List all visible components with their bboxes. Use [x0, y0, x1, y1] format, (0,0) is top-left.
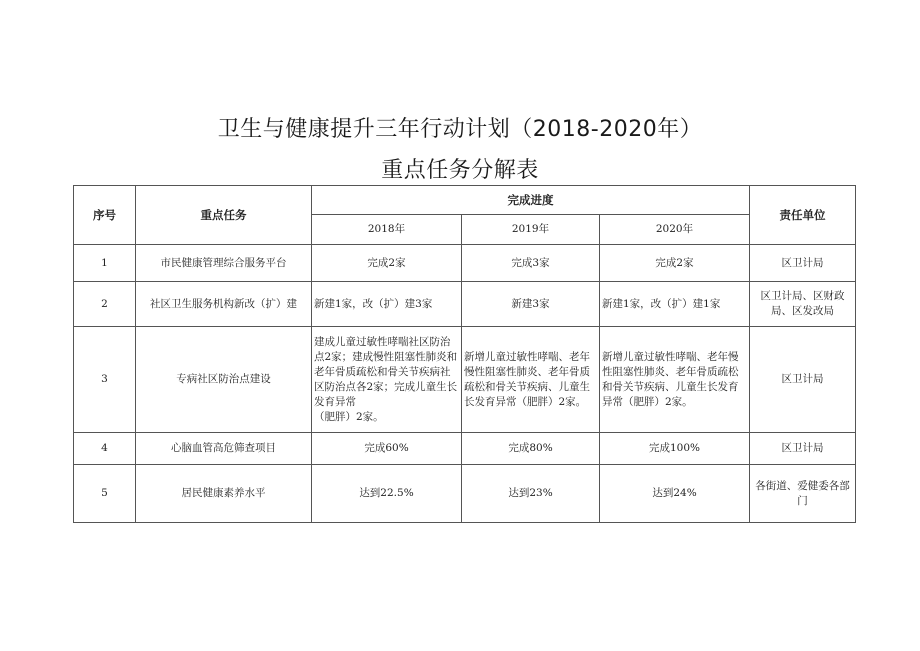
row-2018: 新建1家，改（扩）建3家 [312, 282, 462, 327]
table-row [74, 465, 856, 523]
row-unit: 区卫计局、区财政局、区发改局 [750, 282, 856, 327]
row-2019: 完成80% [462, 433, 600, 465]
row-2020: 完成2家 [600, 245, 750, 282]
header-unit: 责任单位 [750, 186, 856, 245]
header-progress: 完成进度 [312, 186, 750, 215]
row-2018: 完成60% [312, 433, 462, 465]
row-task: 社区卫生服务机构新改（扩）建 [136, 282, 312, 327]
row-2019: 新建3家 [462, 282, 600, 327]
header-index: 序号 [74, 186, 136, 245]
row-2019: 完成3家 [462, 245, 600, 282]
document-subtitle: 重点任务分解表 [381, 158, 539, 183]
row-index: 5 [74, 465, 136, 523]
row-unit: 区卫计局 [750, 433, 856, 465]
row-2020: 完成100% [600, 433, 750, 465]
row-2019: 达到23% [462, 465, 600, 523]
row-2018: 完成2家 [312, 245, 462, 282]
row-task: 专病社区防治点建设 [136, 327, 312, 433]
row-2018: 达到22.5% [312, 465, 462, 523]
row-index: 3 [74, 327, 136, 433]
task-table [73, 185, 856, 523]
header-2019: 2019年 [462, 215, 600, 245]
row-2020: 新增儿童过敏性哮喘、老年慢性阻塞性肺炎、老年骨质疏松和骨关节疾病、儿童生长发育异常（肥胖）2家。 [600, 327, 750, 433]
table-row [74, 282, 856, 327]
row-2019: 新增儿童过敏性哮喘、老年慢性阻塞性肺炎、老年骨质疏松和骨关节疾病、儿童生长发育异常（肥胖）2家。 [462, 327, 600, 433]
table-row [74, 245, 856, 282]
table-row [74, 327, 856, 433]
row-task: 市民健康管理综合服务平台 [136, 245, 312, 282]
document-title: 卫生与健康提升三年行动计划（2018-2020年） [217, 117, 703, 142]
row-task: 居民健康素养水平 [136, 465, 312, 523]
row-2020: 达到24% [600, 465, 750, 523]
row-unit: 区卫计局 [750, 327, 856, 433]
row-task: 心脑血管高危筛查项目 [136, 433, 312, 465]
row-unit: 各街道、爱健委各部门 [750, 465, 856, 523]
header-2018: 2018年 [312, 215, 462, 245]
row-index: 4 [74, 433, 136, 465]
row-2020: 新建1家，改（扩）建1家 [600, 282, 750, 327]
row-index: 1 [74, 245, 136, 282]
header-2020: 2020年 [600, 215, 750, 245]
header-task: 重点任务 [136, 186, 312, 245]
row-unit: 区卫计局 [750, 245, 856, 282]
table-row [74, 433, 856, 465]
row-index: 2 [74, 282, 136, 327]
row-2018: 建成儿童过敏性哮喘社区防治点2家；建成慢性阻塞性肺炎和老年骨质疏松和骨关节疾病社区防治点各2家；完成儿童生长发育异常 （肥胖）2家。 [312, 327, 462, 433]
